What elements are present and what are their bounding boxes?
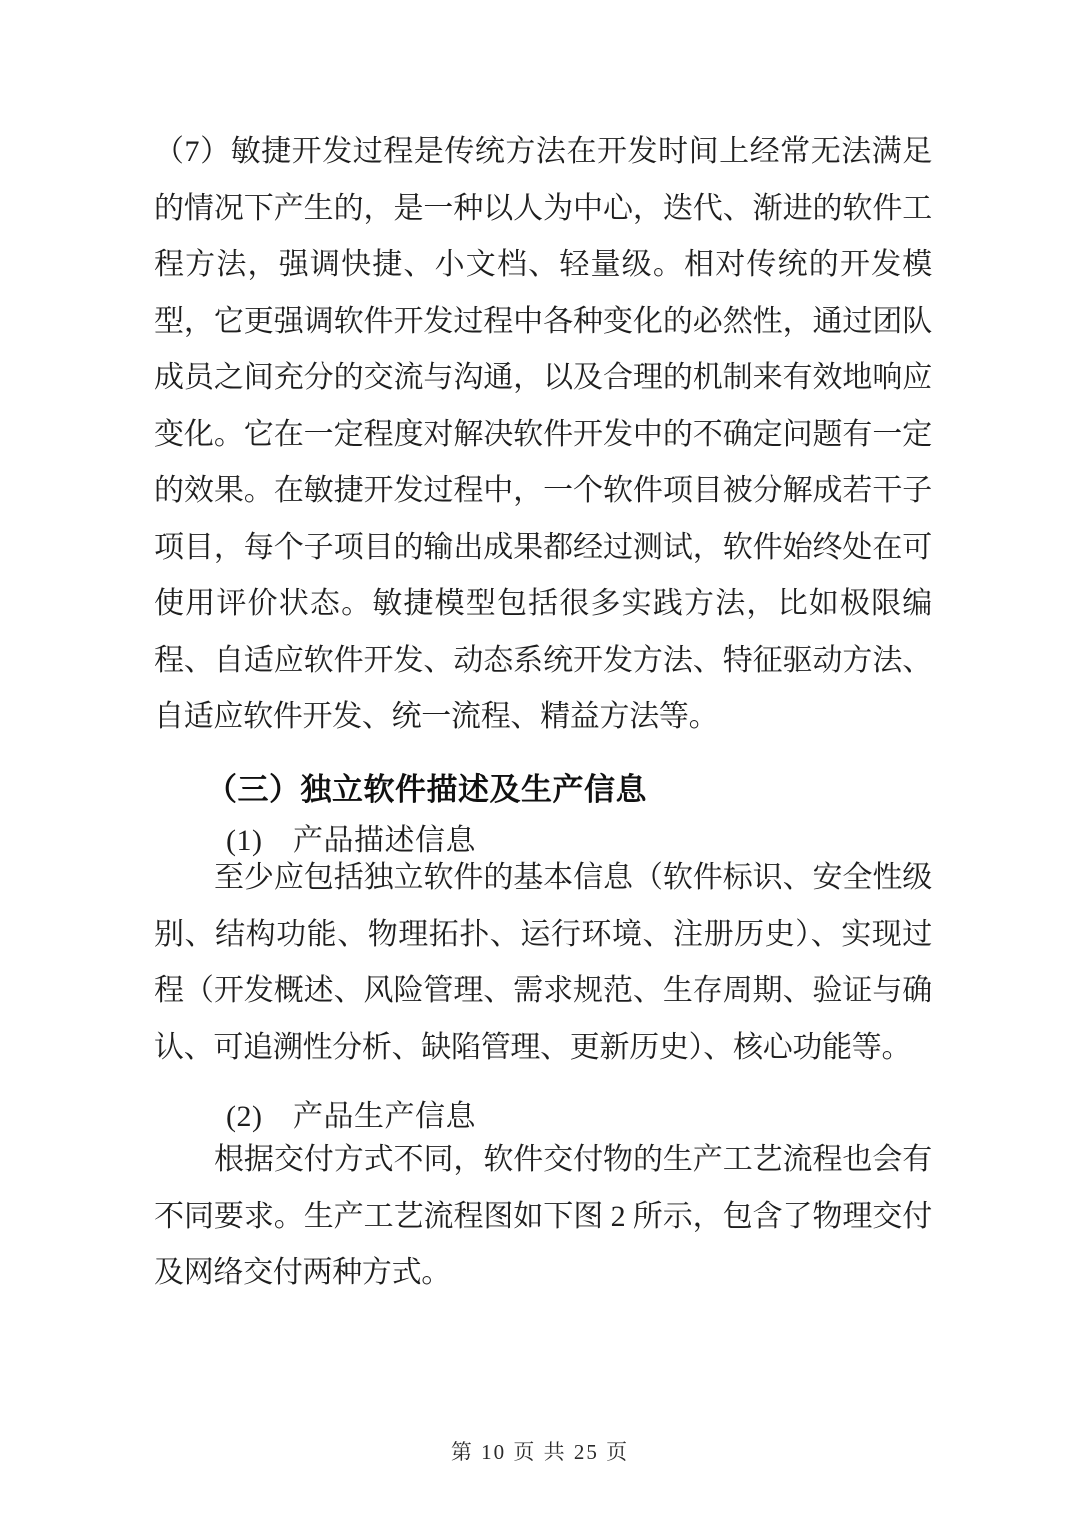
list-item-product-description: (1) 产品描述信息 bbox=[226, 824, 476, 857]
section-heading: （三）独立软件描述及生产信息 bbox=[206, 772, 647, 807]
paragraph-agile-development: （7）敏捷开发过程是传统方法在开发时间上经常无法满足的情况下产生的，是一种以人为中心，迭代、渐进的软件工程方法，强调快捷、小文档、轻量级。相对传统的开发模型，它更强调软件开发过程中各种变化的必然性，通过团队成员之间充分的交流与沟通，以及合理的机制来有效地响应变化。它在一定程度对解决软件开发中的不确定问题有一定的效果。在敏捷开发过程中，一个软件项目被分解成若干子项目，每个子项目的输出成果都经过测试，软件始终处在可使用评价状态。敏捷模型包括很多实践方法，比如极限编程、自适应软件开发、动态系统开发方法、特征驱动方法、自适应软件开发、统一流程、精益方法等。 bbox=[154, 135, 932, 733]
paragraph-product-description: 至少应包括独立软件的基本信息（软件标识、安全性级别、结构功能、物理拓扑、运行环境、注册历史）、实现过程（开发概述、风险管理、需求规范、生存周期、验证与确认、可追溯性分析、缺陷管理、更新历史）、核心功能等。 bbox=[154, 861, 932, 1064]
page-number: 第 10 页 共 25 页 bbox=[450, 1440, 630, 1464]
list-item-product-production: (2) 产品生产信息 bbox=[226, 1100, 476, 1133]
paragraph-product-production: 根据交付方式不同，软件交付物的生产工艺流程也会有不同要求。生产工艺流程图如下图 2 所示，包含了物理交付及网络交付两种方式。 bbox=[154, 1143, 932, 1289]
